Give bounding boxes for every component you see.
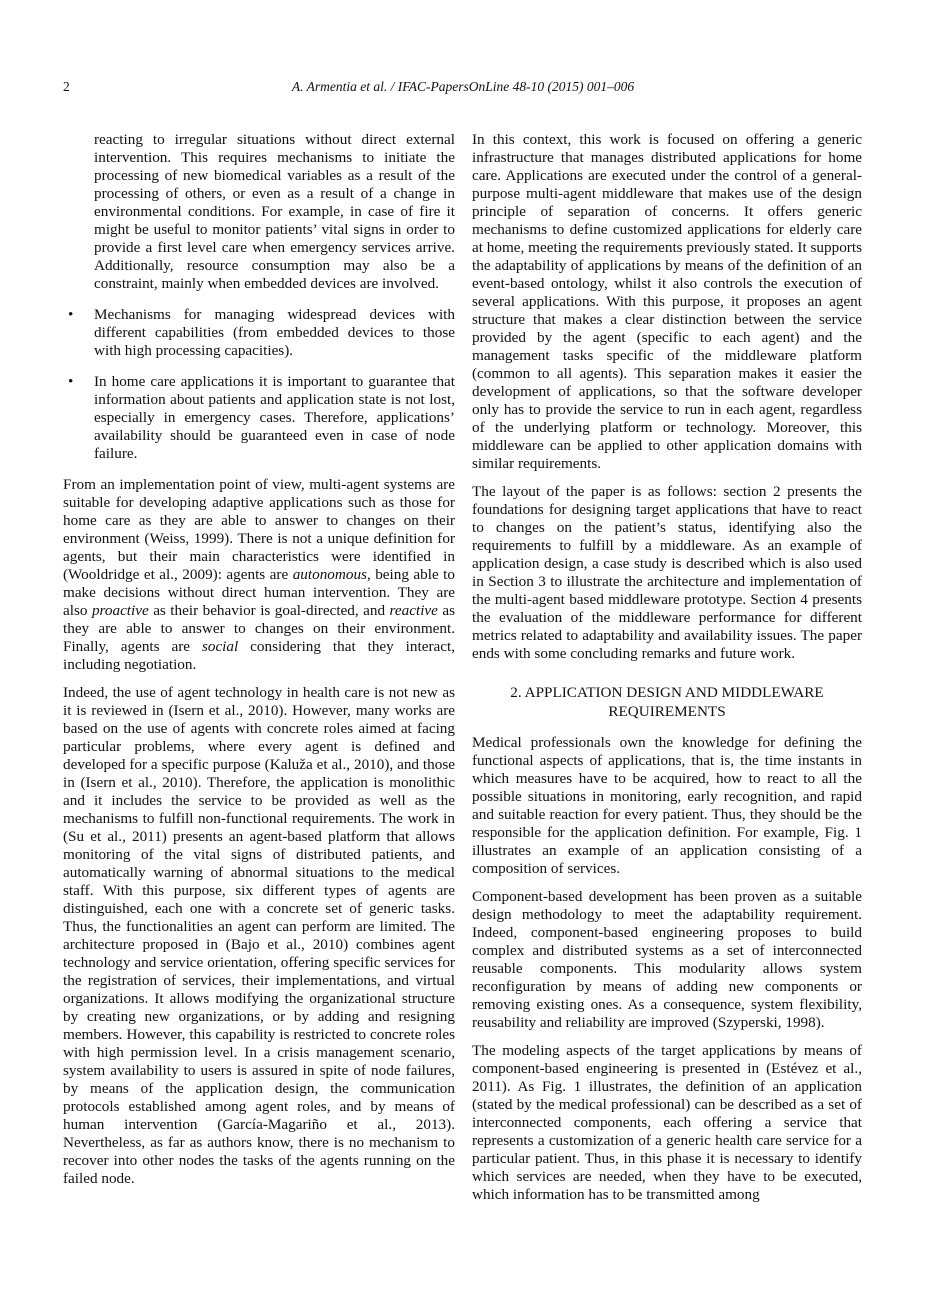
continuation-paragraph xyxy=(94,131,455,293)
section-heading xyxy=(472,683,862,721)
paragraph xyxy=(472,483,862,663)
text-run: as they are able to answer to changes on their environment. Finally, agents are xyxy=(63,602,456,655)
text-run: 2. APPLICATION DESIGN AND MIDDLEWARE REQUIREMENTS xyxy=(510,684,824,720)
text-run: The layout of the paper is as follows: section 2 presents the foundations for designing target applications that have to react to changes on the patient’s status, identifying also the requirements to fulfill by a middleware. As an example of application design, a case study is described which is also used in Section 3 to illustrate the architecture and implementation of the multi-agent based middleware prototype. Section 4 presents the evaluation of the middleware performance for different metrics related to adaptability and availability issues. The paper ends with some concluding remarks and future work. xyxy=(472,483,862,662)
paragraph xyxy=(63,476,455,674)
text-run: Indeed, the use of agent technology in health care is not new as it is reviewed in (Isern et al., 2010). However, many works are based on the use of agents with concrete roles aimed at facing particular problems, where every agent is defined and developed for a specific purpose (Kaluža et al., 2010), and those in (Isern et al., 2010). Therefore, the application is monolithic and it includes the service to be provided as well as the mechanisms to fulfill non-functional requirements. The work in (Su et al., 2011) presents an agent-based platform that allows monitoring of the vital signs of distributed patients, and automatically warning of abnormal situations to the medical staff. With this purpose, six different types of agents are distinguished, each one with a concrete set of generic tasks. Thus, the functionalities an agent can perform are limited. The architecture proposed in (Bajo et al., 2010) combines agent technology and service orientation, offering specific services for the registration of services, their implementations, and virtual organizations. It allows modifying the organizational structure by creating new organizations, or by adding and resigning members. However, this capability is restricted to concrete roles with high permission level. In a crisis management scenario, system availability to users is assured in spite of node failures, by means of the application design, the communication protocols established among agent roles, and by means of human intervention (García-Magariño et al., 2013). Nevertheless, as far as authors know, there is no mechanism to recover into other nodes the tasks of the agents running on the failed node. xyxy=(63,684,455,1187)
text-run: reacting to irregular situations without direct external intervention. This requires mechanisms to initiate the processing of new biomedical variables as a result of the processing of others, or even as a result of a change in environmental conditions. For example, in case of fire it might be useful to monitor patients’ vital signs in order to provide a first level care when emergency services arrive. Additionally, resource consumption may also be a constraint, mainly when embedded devices are involved. xyxy=(94,131,455,292)
left-column xyxy=(63,131,455,1198)
paragraph xyxy=(472,734,862,878)
page-number: 2 xyxy=(63,79,70,94)
bullet-icon: • xyxy=(68,306,74,323)
text-run: In home care applications it is important to guarantee that information about patients and application state is not lost, especially in emergency cases. Therefore, applications’ availability should be guaranteed even in case of node failure. xyxy=(94,373,455,462)
italic-text-run: social xyxy=(201,638,239,655)
paragraph xyxy=(63,684,455,1188)
bullet-icon: • xyxy=(68,373,74,390)
text-run: as their behavior is goal-directed, and xyxy=(148,602,390,619)
text-run: Mechanisms for managing widespread devices with different capabilities (from embedded devices to those with high processing capacities). xyxy=(94,306,455,359)
text-run: From an implementation point of view, multi-agent systems are suitable for developing adaptive applications such as those for home care as they are able to answer to changes on their environment (Weiss, 1999). There is not a unique definition for agents, but their main characteristics were identified in (Wooldridge et al., 2009): agents are xyxy=(63,476,455,583)
italic-text-run: reactive xyxy=(389,602,438,619)
text-run: In this context, this work is focused on offering a generic infrastructure that manages distributed applications for home care. Applications are executed under the control of a general-purpose multi-agent middleware that makes use of the design principle of separation of concerns. It offers generic mechanisms to define customized applications for elderly care at home, meeting the requirements previously stated. It supports the adaptability of applications by means of the definition of an event-based ontology, whilst it also controls the execution of several applications. With this purpose, it proposes an agent structure that makes a clear distinction between the service provided by the agent (specific to each agent) and the management tasks specific of the middleware platform (common to all agents). This separation makes it easier the development of applications, so that the software developer only has to provide the service to run in each agent, regardless of the underlying platform or technology. Moreover, this middleware can be applied to other application domains with similar requirements. xyxy=(472,131,862,472)
text-run: , being able to make decisions without direct human intervention. They are also xyxy=(63,566,455,619)
bullet-item xyxy=(63,306,455,360)
italic-text-run: proactive xyxy=(91,602,149,619)
text-run: The modeling aspects of the target applications by means of component-based engineering is presented in (Estévez et al., 2011). As Fig. 1 illustrates, the definition of an application (stated by the medical professional) can be described as a set of interconnected components, each offering a service that represents a customization of a generic health care service for a particular patient. Thus, in this phase it is necessary to identify which services are needed, when they have to be executed, which information has to be transmitted among xyxy=(472,1042,862,1203)
paragraph xyxy=(472,131,862,473)
italic-text-run: autonomous xyxy=(292,566,367,583)
text-run: Component-based development has been proven as a suitable design methodology to meet the adaptability requirement. Indeed, component-based engineering proposes to build complex and distributed systems as a set of interconnected reusable components. This modularity allows system reconfiguration by means of adding new components or removing existing ones. As a consequence, system flexibility, reusability and reliability are improved (Szyperski, 1998). xyxy=(472,888,862,1031)
right-column xyxy=(472,131,862,1214)
text-run: considering that they interact, including negotiation. xyxy=(63,638,455,673)
running-title: A. Armentia et al. / IFAC-PapersOnLine 48-10 (2015) 001–006 xyxy=(291,79,635,94)
bullet-item xyxy=(63,373,455,463)
paragraph xyxy=(472,888,862,1032)
paragraph xyxy=(472,1042,862,1204)
text-run: Medical professionals own the knowledge for defining the functional aspects of applications, that is, the time instants in which measures have to be acquired, how to react to all the possible situations in monitoring, early recognition, and rapid and suitable reaction for every patient. Thus, they should be the responsible for the application definition. For example, Fig. 1 illustrates an example of an application consisting of a composition of services. xyxy=(472,734,862,877)
page-header xyxy=(63,79,863,97)
